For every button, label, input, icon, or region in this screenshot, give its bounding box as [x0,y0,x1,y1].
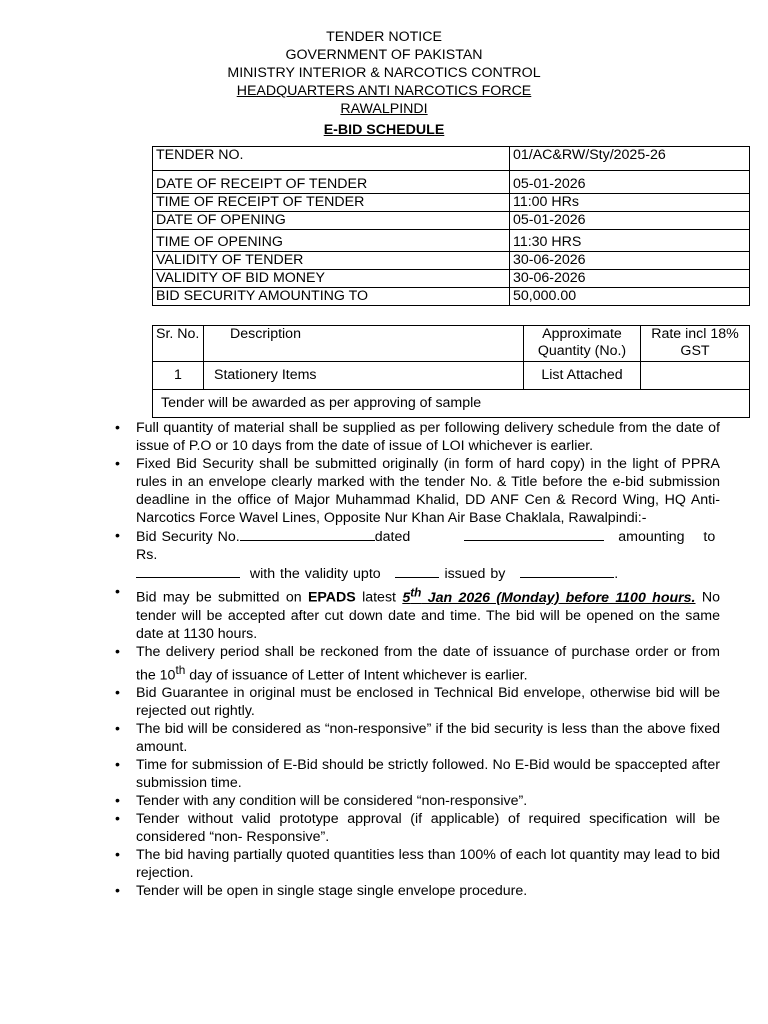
term-text: Time for submission of E-Bid should be strictly followed. No E-Bid would be spaccepted after submission time. [136,757,720,792]
quantity-header-line1: Approximate [542,326,622,342]
deadline-day-suffix: th [410,585,422,599]
term-text: Bid may be submitted on [136,589,302,606]
term-text: Tender will be open in single stage single envelope procedure. [136,883,528,900]
row-rate [641,362,750,390]
schedule-value: 11:00 HRs [510,194,750,212]
bullet-icon: • [115,685,120,702]
list-item [115,419,720,455]
period: . [614,566,619,582]
schedule-value: 05-01-2026 [510,212,750,230]
list-item [115,720,720,756]
issued-by-blank [520,564,614,578]
schedule-value: 50,000.00 [510,288,750,306]
schedule-label: TENDER NO. [153,147,510,171]
notice-header [0,28,768,139]
validity-blank [395,564,439,578]
term-text: Fixed Bid Security shall be submitted originally (in form of hard copy) in the light of PPRA rules in an envelope clearly marked with the tender No. & Title before the e-bid submission deadline in the office of Major Muhammad Khalid, DD ANF Cen & Record Wing, HQ Anti-Narcotics Force Wavel Lines, Opposite Nur Khan Air Base Chaklala, Rawalpindi:- [136,456,720,526]
rate-header-line1: Rate incl 18% [651,326,739,342]
city-line: RAWALPINDI [340,101,428,117]
dated-blank [464,527,604,541]
schedule-label: VALIDITY OF BID MONEY [153,270,510,288]
table-row [153,390,750,418]
schedule-label: VALIDITY OF TENDER [153,252,510,270]
list-item [115,792,720,810]
table-row [153,362,750,390]
table-row [153,270,750,288]
row-quantity: List Attached [524,362,641,390]
term-text: latest [362,589,396,606]
deadline-text [402,585,696,606]
table-row [153,212,750,230]
list-item [115,643,720,685]
schedule-value: 11:30 HRS [510,230,750,252]
bid-security-no-blank [240,527,375,541]
list-item [115,846,720,882]
government-line: GOVERNMENT OF PAKISTAN [285,47,483,63]
term-text: Tender with any condition will be considered “non-responsive”. [136,793,528,810]
list-item [115,583,720,643]
bullet-icon: • [115,528,120,544]
table-row [153,194,750,212]
bullet-icon: • [115,883,120,900]
schedule-label: DATE OF OPENING [153,212,510,230]
term-text: The delivery period shall be reckoned from the date of issuance of purchase order or from the 10 [136,643,720,684]
sr-header: Sr. No. [153,326,204,362]
schedule-value: 01/AC&RW/Sty/2025-26 [510,147,750,171]
schedule-label: BID SECURITY AMOUNTING TO [153,288,510,306]
term-text: Bid Guarantee in original must be enclosed in Technical Bid envelope, otherwise bid will be rejected out rightly. [136,685,720,720]
schedule-label: DATE OF RECEIPT OF TENDER [153,171,510,194]
deadline-day: 5 [402,589,411,606]
schedule-table [152,146,750,306]
row-sr: 1 [153,362,204,390]
list-item [115,882,720,900]
bullet-icon: • [115,793,120,810]
schedule-value: 05-01-2026 [510,171,750,194]
validity-label: with the validity upto [249,566,381,582]
term-text: Full quantity of material shall be supplied as per following delivery schedule from the date of issue of P.O or 10 days from the date of issue of LOI whichever is earlier. [136,420,720,454]
table-row [153,230,750,252]
list-item [115,810,720,846]
issued-by-label: issued by [444,566,506,582]
headquarters-line: HEADQUARTERS ANTI NARCOTICS FORCE [236,83,532,99]
list-item [115,527,720,583]
table-header-row [153,326,750,362]
bullet-icon: • [115,456,120,472]
table-row [153,171,750,194]
amounting-label: amounting to Rs. [136,529,716,563]
deadline-date: Jan 2026 (Monday) before 1100 hours. [421,589,696,606]
quantity-header-line2: Quantity (No.) [537,343,627,359]
term-text: The bid will be considered as “non-responsive” if the bid security is less than the above fixed amount. [136,721,720,756]
bullet-icon: • [115,721,120,738]
list-item [115,455,720,527]
schedule-label: TIME OF RECEIPT OF TENDER [153,194,510,212]
amount-blank [136,564,240,578]
term-text: Tender without valid prototype approval (if applicable) of required specification will be considered “non- Responsive”. [136,811,720,846]
bullet-icon: • [115,811,120,828]
ministry-line: MINISTRY INTERIOR & NARCOTICS CONTROL [227,65,541,81]
terms-list [115,419,720,900]
schedule-value: 30-06-2026 [510,252,750,270]
term-text: day of issuance of Letter of Intent whichever is earlier. [185,667,528,684]
bullet-icon: • [115,643,120,660]
bullet-icon: • [115,757,120,774]
term-suffix: th [175,662,186,677]
bid-security-no-label: Bid Security No. [136,529,240,545]
table-row [153,147,750,171]
rate-header [641,326,750,362]
description-header: Description [204,326,524,362]
award-note: Tender will be awarded as per approving of sample [153,390,750,418]
notice-title: TENDER NOTICE [326,29,442,45]
table-row [153,252,750,270]
dated-label: dated [374,529,411,545]
schedule-label: TIME OF OPENING [153,230,510,252]
rate-header-line2: GST [680,343,710,359]
quantity-header [524,326,641,362]
row-description: Stationery Items [204,362,524,390]
schedule-title: E-BID SCHEDULE [323,122,445,138]
bullet-icon: • [115,584,120,600]
schedule-value: 30-06-2026 [510,270,750,288]
items-table [152,325,750,418]
list-item [115,756,720,792]
table-row [153,288,750,306]
term-text: No tender will be accepted after cut down date and time. The bid will be opened on the same date at 1130 hours. [136,589,720,642]
epads-label: EPADS [307,589,356,606]
bullet-icon: • [115,420,120,436]
term-text: The bid having partially quoted quantities less than 100% of each lot quantity may lead to bid rejection. [136,847,720,882]
bullet-icon: • [115,847,120,864]
list-item [115,684,720,720]
